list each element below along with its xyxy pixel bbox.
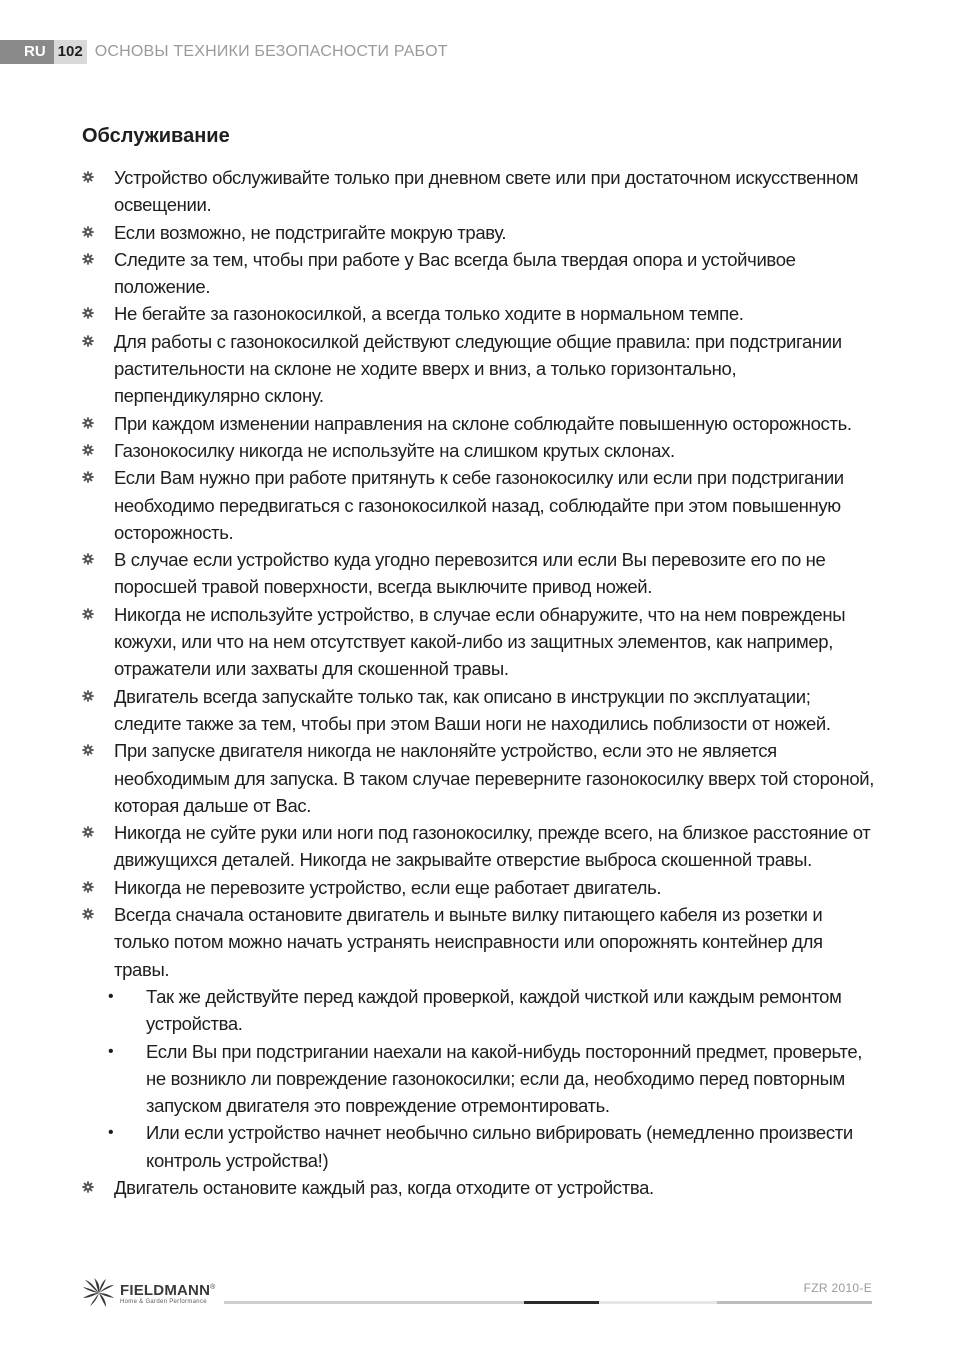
- list-item: [82, 164, 882, 219]
- page-number: 102: [54, 40, 87, 64]
- sub-list-item: [82, 1119, 882, 1174]
- list-item: [82, 601, 882, 683]
- brand-logo: [82, 1278, 215, 1308]
- list-item-text: Никогда не используйте устройство, в случае если обнаружите, что на нем повреждены кожухи, или что на нем отсутствует какой-либо из защитных элементов, как например, отражатели или захваты для скошенной травы.: [114, 603, 846, 680]
- list-item: [82, 246, 882, 301]
- list-item: [82, 300, 882, 327]
- list-item: [82, 328, 882, 410]
- list-item-text: Если Вам нужно при работе притянуть к себе газонокосилку или если при подстригании необходимо передвигаться с газонокосилкой назад, соблюдайте при этом повышенную осторожность.: [114, 467, 844, 543]
- sub-list: [82, 983, 882, 1174]
- sub-bullet: •: [108, 1124, 114, 1142]
- list-item-text: Двигатель остановите каждый раз, когда отходите от устройства.: [114, 1176, 654, 1198]
- sub-list-item: [82, 983, 882, 1038]
- gear-bullet-icon: [82, 826, 94, 838]
- list-item-text: Всегда сначала остановите двигатель и выньте вилку питающего кабеля из розетки и только потом можно начать устранять неисправности или опорожнять контейнер для травы.: [114, 904, 823, 980]
- list-item-text: При запуске двигателя никогда не наклоняйте устройство, если это не является необходимым для запуска. В таком случае переверните газонокосилку вверх той стороной, которая дальше от Вас.: [114, 740, 875, 816]
- list-item-text: Для работы с газонокосилкой действуют следующие общие правила: при подстригании растительности на склоне не ходите вверх и вниз, а только горизонтально, перпендикулярно склону.: [114, 330, 842, 407]
- list-item-text: Никогда не суйте руки или ноги под газонокосилку, прежде всего, на близкое расстояние от движущихся деталей. Никогда не закрывайте отверстие выброса скошенной травы.: [114, 822, 871, 871]
- list-item: [82, 437, 882, 464]
- list-item-text: Никогда не перевозите устройство, если еще работает двигатель.: [114, 876, 662, 898]
- list-item: [82, 819, 882, 874]
- sub-list-item-text: Если Вы при подстригании наехали на какой-нибудь посторонний предмет, проверьте, не возникло ли повреждение газонокосилки; если да, необходимо перед повторным запуском двигателя это повреждение отремонтировать.: [146, 1040, 863, 1117]
- gear-bullet-icon: [82, 881, 94, 893]
- gear-bullet-icon: [82, 417, 94, 429]
- list-item: [82, 874, 882, 901]
- footer-rule-left: [224, 1301, 524, 1304]
- section-title: ОСНОВЫ ТЕХНИКИ БЕЗОПАСНОСТИ РАБОТ: [94, 43, 448, 60]
- list-item: [82, 901, 882, 1174]
- language-badge: RU: [0, 40, 54, 64]
- brand-tagline: Home & Garden Performance: [120, 1299, 207, 1305]
- sub-list-item: [82, 1038, 882, 1120]
- gear-bullet-icon: [82, 335, 94, 347]
- list-item: [82, 683, 882, 738]
- list-item: [82, 737, 882, 819]
- gear-bullet-icon: [82, 744, 94, 756]
- gear-bullet-icon: [82, 171, 94, 183]
- list-item: [82, 546, 882, 601]
- sub-bullet: •: [108, 1042, 114, 1060]
- gear-bullet-icon: [82, 1181, 94, 1193]
- list-item-text: Следите за тем, чтобы при работе у Вас всегда была твердая опора и устойчивое положение.: [114, 248, 796, 298]
- footer-rule-dark: [524, 1301, 599, 1304]
- brand-name-text: FIELDMANN: [120, 1282, 211, 1299]
- list-item-text: В случае если устройство куда угодно перевозится или если Вы перевозите его по не поросшей травой поверхности, всегда выключите привод ножей.: [114, 549, 826, 598]
- gear-bullet-icon: [82, 690, 94, 702]
- gear-bullet-icon: [82, 253, 94, 265]
- list-item-text: Газонокосилку никогда не используйте на слишком крутых склонах.: [114, 439, 675, 461]
- list-item: [82, 410, 882, 437]
- list-item-text: Двигатель всегда запускайте только так, как описано в инструкции по эксплуатации; следите также за тем, чтобы при этом Ваши ноги не находились поблизости от ножей.: [114, 685, 831, 734]
- gear-bullet-icon: [82, 307, 94, 319]
- page-header: [0, 40, 448, 64]
- safety-list: [82, 164, 882, 1201]
- list-item-text: Не бегайте за газонокосилкой, а всегда только ходите в нормальном темпе.: [114, 303, 744, 325]
- brand-text: [120, 1280, 215, 1306]
- list-item: [82, 1174, 882, 1201]
- brand-name: [120, 1280, 215, 1298]
- sub-list-item-text: Так же действуйте перед каждой проверкой, каждой чисткой или каждым ремонтом устройства.: [146, 985, 842, 1035]
- list-item-text: При каждом изменении направления на склоне соблюдайте повышенную осторожность.: [114, 412, 852, 434]
- fieldmann-fan-logo-icon: [82, 1278, 116, 1308]
- footer-rule-right: [717, 1301, 872, 1304]
- gear-bullet-icon: [82, 908, 94, 920]
- list-item-text: Если возможно, не подстригайте мокрую траву.: [114, 221, 507, 243]
- gear-bullet-icon: [82, 444, 94, 456]
- footer-rule-mid: [599, 1301, 717, 1304]
- registered-mark: ®: [210, 1284, 216, 1291]
- model-number: FZR 2010-E: [803, 1281, 872, 1295]
- gear-bullet-icon: [82, 553, 94, 565]
- sub-list-item-text: Или если устройство начнет необычно сильно вибрировать (немедленно произвести контроль устройства!): [146, 1122, 853, 1171]
- subsection-heading: Обслуживание: [82, 125, 230, 147]
- list-item: [82, 219, 882, 246]
- sub-bullet: •: [108, 987, 114, 1005]
- gear-bullet-icon: [82, 608, 94, 620]
- list-item-text: Устройство обслуживайте только при дневном свете или при достаточном искусственном освещении.: [114, 167, 859, 216]
- list-item: [82, 464, 882, 546]
- gear-bullet-icon: [82, 471, 94, 483]
- gear-bullet-icon: [82, 226, 94, 238]
